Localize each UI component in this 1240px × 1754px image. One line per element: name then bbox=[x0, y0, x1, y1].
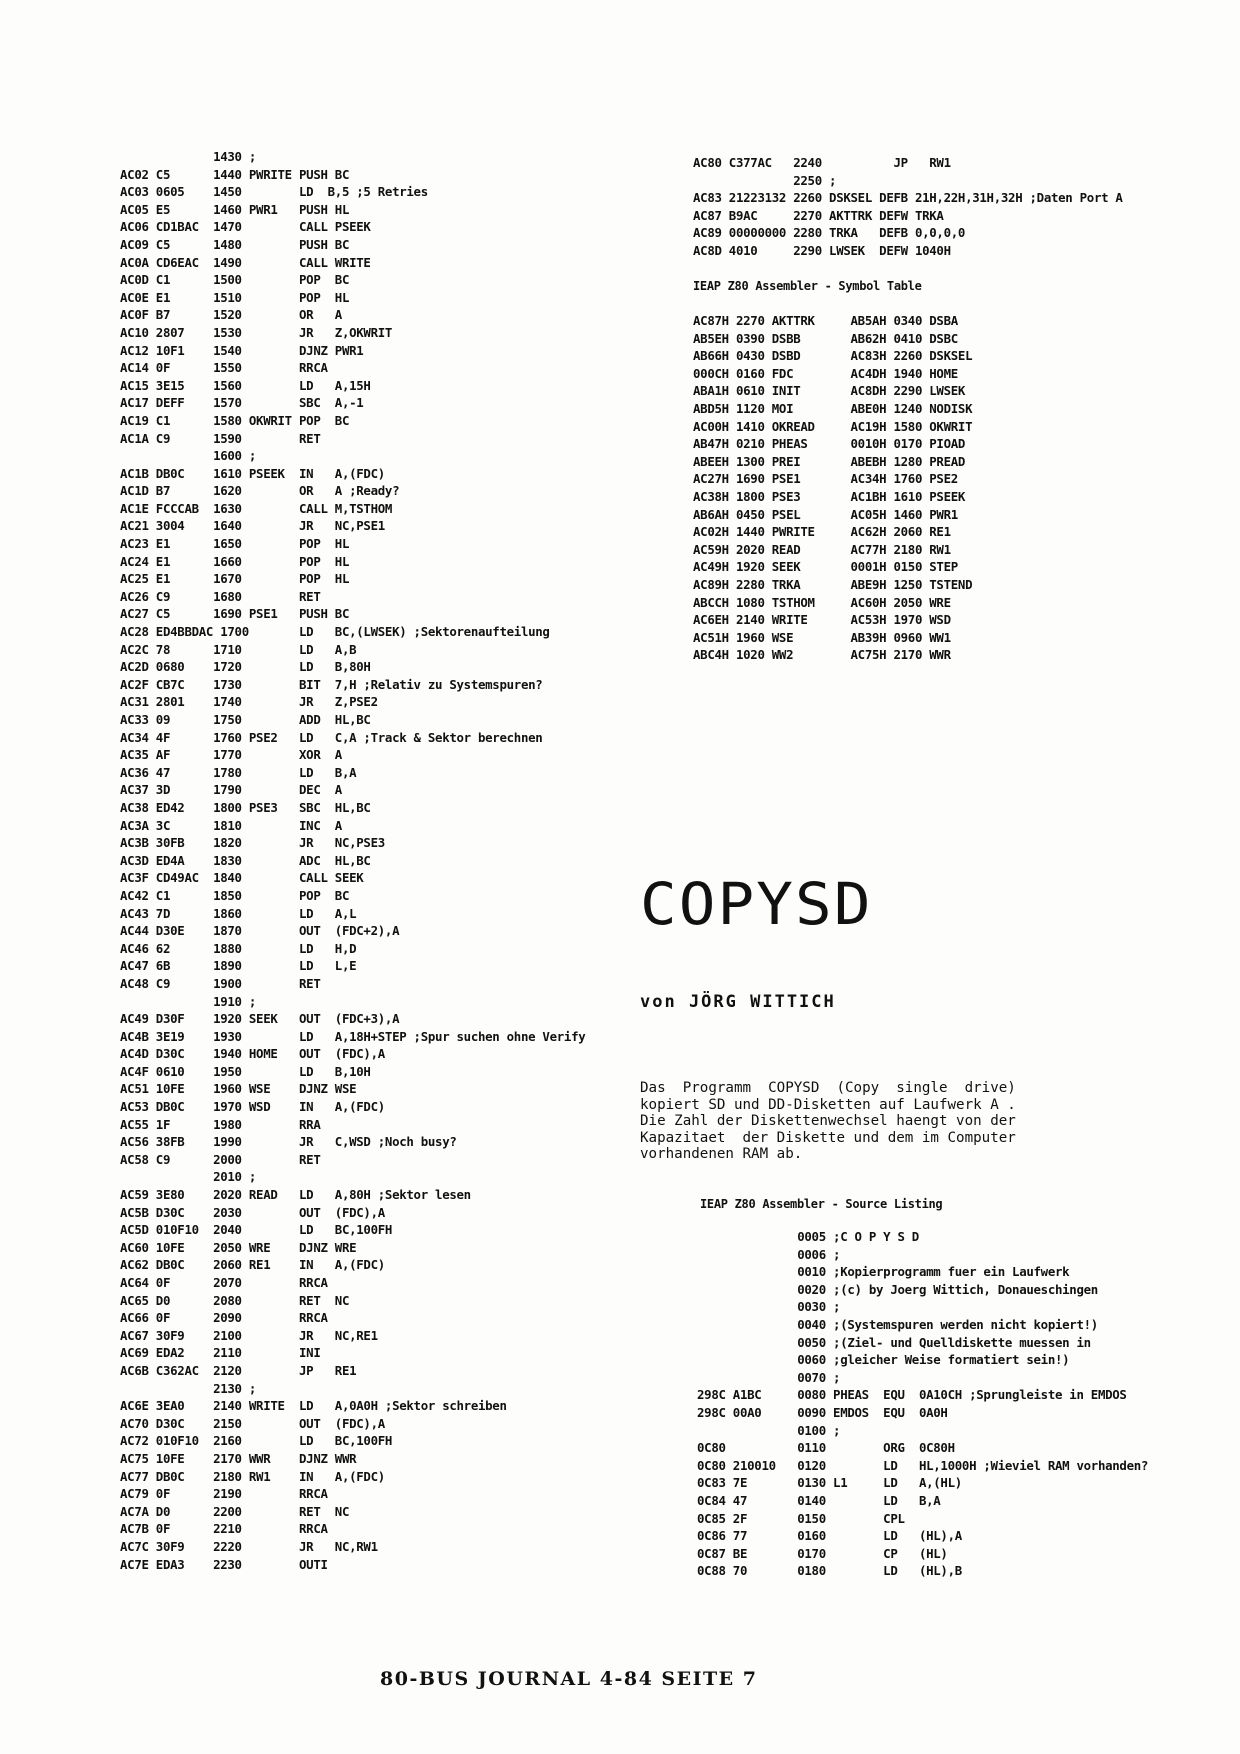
code-line: 1600 ; bbox=[120, 448, 257, 464]
code-line: AC80 C377AC 2240 JP RW1 bbox=[693, 155, 951, 170]
code-line: AC31 2801 1740 JR Z,PSE2 bbox=[120, 694, 378, 710]
source-listing-title: IEAP Z80 Assembler - Source Listing bbox=[700, 1197, 943, 1211]
code-line: AC3B 30FB 1820 JR NC,PSE3 bbox=[120, 835, 385, 851]
code-line: AC2D 0680 1720 LD B,80H bbox=[120, 659, 371, 675]
code-line: AC47 6B 1890 LD L,E bbox=[120, 958, 357, 974]
code-line: AC38H 1800 PSE3 AC1BH 1610 PSEEK bbox=[693, 488, 966, 504]
code-line: AC26 C9 1680 RET bbox=[120, 588, 321, 604]
code-line: 0C87 BE 0170 CP (HL) bbox=[697, 1545, 948, 1561]
code-line: AC06 CD1BAC 1470 CALL PSEEK bbox=[120, 219, 371, 235]
code-line: AC2C 78 1710 LD A,B bbox=[120, 641, 357, 657]
code-line: AC3F CD49AC 1840 CALL SEEK bbox=[120, 870, 364, 886]
intro-line: Die Zahl der Diskettenwechsel haengt von der bbox=[640, 1113, 1016, 1129]
code-line: AC0E E1 1510 POP HL bbox=[120, 289, 350, 305]
code-line: AC12 10F1 1540 DJNZ PWR1 bbox=[120, 342, 364, 358]
code-line: AC83 21223132 2260 DSKSEL DEFB 21H,22H,31H,32H ;Daten Port A bbox=[693, 190, 1123, 206]
code-line: 2130 ; bbox=[120, 1380, 257, 1396]
code-line: AB5EH 0390 DSBB AB62H 0410 DSBC bbox=[693, 330, 958, 346]
code-line: AC5D 010F10 2040 LD BC,100FH bbox=[120, 1222, 393, 1238]
code-line: AC43 7D 1860 LD A,L bbox=[120, 905, 357, 921]
code-line: AC27 C5 1690 PSE1 PUSH BC bbox=[120, 606, 350, 622]
code-line: AC19 C1 1580 OKWRIT POP BC bbox=[120, 412, 350, 428]
code-line: 0030 ; bbox=[697, 1299, 841, 1315]
code-line: AC4D D30C 1940 HOME OUT (FDC),A bbox=[120, 1046, 385, 1062]
code-line: AC05 E5 1460 PWR1 PUSH HL bbox=[120, 201, 350, 217]
code-line: AC2F CB7C 1730 BIT 7,H ;Relativ zu Systemspuren? bbox=[120, 676, 543, 692]
code-line: 0006 ; bbox=[697, 1246, 841, 1262]
code-line: AC00H 1410 OKREAD AC19H 1580 OKWRIT bbox=[693, 418, 973, 434]
code-line: AC3D ED4A 1830 ADC HL,BC bbox=[120, 852, 371, 868]
code-line: AC4F 0610 1950 LD B,10H bbox=[120, 1063, 371, 1079]
code-line: AC77 DB0C 2180 RW1 IN A,(FDC) bbox=[120, 1468, 385, 1484]
intro-line: Das Programm COPYSD (Copy single drive) bbox=[640, 1080, 1016, 1096]
code-line: ABA1H 0610 INIT AC8DH 2290 LWSEK bbox=[693, 383, 966, 399]
code-line: 0C80 210010 0120 LD HL,1000H ;Wieviel RAM vorhanden? bbox=[697, 1457, 1149, 1473]
article-intro bbox=[640, 1080, 1110, 1163]
page-footer: 80-BUS JOURNAL 4-84 SEITE 7 bbox=[380, 1668, 758, 1690]
symbol-table-title: IEAP Z80 Assembler - Symbol Table bbox=[693, 279, 922, 293]
code-line: AC89H 2280 TRKA ABE9H 1250 TSTEND bbox=[693, 576, 973, 592]
code-line: AC27H 1690 PSE1 AC34H 1760 PSE2 bbox=[693, 471, 958, 487]
code-line: 0C84 47 0140 LD B,A bbox=[697, 1492, 941, 1508]
code-line: AC49 D30F 1920 SEEK OUT (FDC+3),A bbox=[120, 1011, 400, 1027]
right-code-listing bbox=[693, 154, 1123, 260]
code-line: AC89 00000000 2280 TRKA DEFB 0,0,0,0 bbox=[693, 225, 966, 241]
code-line: AC10 2807 1530 JR Z,OKWRIT bbox=[120, 324, 393, 340]
code-line: 1430 ; bbox=[120, 149, 257, 164]
source-code-listing bbox=[697, 1228, 1148, 1580]
code-line: AC21 3004 1640 JR NC,PSE1 bbox=[120, 518, 385, 534]
code-line: AC1B DB0C 1610 PSEEK IN A,(FDC) bbox=[120, 465, 385, 481]
code-line: 0C88 70 0180 LD (HL),B bbox=[697, 1563, 962, 1579]
code-line: ABEEH 1300 PREI ABEBH 1280 PREAD bbox=[693, 453, 966, 469]
code-line: AC24 E1 1660 POP HL bbox=[120, 553, 350, 569]
code-line: AC23 E1 1650 POP HL bbox=[120, 536, 350, 552]
code-line: 0050 ;(Ziel- und Quelldiskette muessen in bbox=[697, 1334, 1091, 1350]
intro-line: kopiert SD und DD-Disketten auf Laufwerk A . bbox=[640, 1096, 1016, 1113]
code-line: AC46 62 1880 LD H,D bbox=[120, 940, 357, 956]
code-line: AC44 D30E 1870 OUT (FDC+2),A bbox=[120, 923, 400, 939]
code-line: AC03 0605 1450 LD B,5 ;5 Retries bbox=[120, 184, 428, 200]
code-line: AB47H 0210 PHEAS 0010H 0170 PIOAD bbox=[693, 436, 966, 452]
code-line: AC36 47 1780 LD B,A bbox=[120, 764, 357, 780]
code-line: 298C A1BC 0080 PHEAS EQU 0A10CH ;Sprungleiste in EMDOS bbox=[697, 1387, 1127, 1403]
code-line: 0C85 2F 0150 CPL bbox=[697, 1510, 905, 1526]
code-line: AC4B 3E19 1930 LD A,18H+STEP ;Spur suchen ohne Verify bbox=[120, 1028, 586, 1044]
code-line: AC51 10FE 1960 WSE DJNZ WSE bbox=[120, 1081, 357, 1097]
code-line: AC75 10FE 2170 WWR DJNZ WWR bbox=[120, 1450, 357, 1466]
code-line: AC53 DB0C 1970 WSD IN A,(FDC) bbox=[120, 1099, 385, 1115]
code-line: AC02H 1440 PWRITE AC62H 2060 RE1 bbox=[693, 524, 951, 540]
code-line: AC62 DB0C 2060 RE1 IN A,(FDC) bbox=[120, 1257, 385, 1273]
code-line: AC51H 1960 WSE AB39H 0960 WW1 bbox=[693, 629, 951, 645]
code-line: AC79 0F 2190 RRCA bbox=[120, 1486, 328, 1502]
code-line: AC56 38FB 1990 JR C,WSD ;Noch busy? bbox=[120, 1134, 457, 1150]
left-code-listing bbox=[120, 148, 585, 1573]
code-line: AC7C 30F9 2220 JR NC,RW1 bbox=[120, 1538, 378, 1554]
code-line: AC49H 1920 SEEK 0001H 0150 STEP bbox=[693, 559, 958, 575]
code-line: AC7E EDA3 2230 OUTI bbox=[120, 1556, 328, 1572]
code-line: AC48 C9 1900 RET bbox=[120, 975, 321, 991]
code-line: AC58 C9 2000 RET bbox=[120, 1151, 321, 1167]
symbol-table bbox=[693, 312, 972, 664]
code-line: AC42 C1 1850 POP BC bbox=[120, 887, 350, 903]
code-line: AC0F B7 1520 OR A bbox=[120, 307, 342, 323]
code-line: 0060 ;gleicher Weise formatiert sein!) bbox=[697, 1352, 1070, 1368]
intro-line: Kapazitaet der Diskette und dem im Computer bbox=[640, 1129, 1016, 1146]
code-line: AC1E FCCCAB 1630 CALL M,TSTHOM bbox=[120, 500, 393, 516]
code-line: AC35 AF 1770 XOR A bbox=[120, 747, 342, 763]
code-line: AB66H 0430 DSBD AC83H 2260 DSKSEL bbox=[693, 348, 973, 364]
code-line: AC7A D0 2200 RET NC bbox=[120, 1503, 350, 1519]
code-line: AC60 10FE 2050 WRE DJNZ WRE bbox=[120, 1239, 357, 1255]
code-line: AC59 3E80 2020 READ LD A,80H ;Sektor lesen bbox=[120, 1187, 471, 1203]
article-author: von JÖRG WITTICH bbox=[640, 992, 836, 1012]
code-line: AC65 D0 2080 RET NC bbox=[120, 1292, 350, 1308]
code-line: AC02 C5 1440 PWRITE PUSH BC bbox=[120, 166, 350, 182]
code-line: AC28 ED4BBDAC 1700 LD BC,(LWSEK) ;Sektorenaufteilung bbox=[120, 624, 550, 640]
code-line: AC8D 4010 2290 LWSEK DEFW 1040H bbox=[693, 242, 951, 258]
code-line: 0005 ;C O P Y S D bbox=[697, 1229, 919, 1244]
code-line: 0C83 7E 0130 L1 LD A,(HL) bbox=[697, 1475, 962, 1491]
code-line: 0100 ; bbox=[697, 1422, 841, 1438]
code-line: AC5B D30C 2030 OUT (FDC),A bbox=[120, 1204, 385, 1220]
code-line: AC0D C1 1500 POP BC bbox=[120, 272, 350, 288]
code-line: ABC4H 1020 WW2 AC75H 2170 WWR bbox=[693, 647, 951, 663]
code-line: 1910 ; bbox=[120, 993, 257, 1009]
code-line: AC66 0F 2090 RRCA bbox=[120, 1310, 328, 1326]
code-line: AC6B C362AC 2120 JP RE1 bbox=[120, 1362, 357, 1378]
code-line: 0C86 77 0160 LD (HL),A bbox=[697, 1528, 962, 1544]
code-line: 0010 ;Kopierprogramm fuer ein Laufwerk bbox=[697, 1264, 1070, 1280]
code-line: AC17 DEFF 1570 SBC A,-1 bbox=[120, 395, 364, 411]
code-line: AC64 0F 2070 RRCA bbox=[120, 1275, 328, 1290]
code-line: 0040 ;(Systemspuren werden nicht kopiert!) bbox=[697, 1316, 1098, 1332]
code-line: 0020 ;(c) by Joerg Wittich, Donaueschingen bbox=[697, 1281, 1098, 1297]
code-line: AC34 4F 1760 PSE2 LD C,A ;Track & Sektor berechnen bbox=[120, 729, 543, 745]
code-line: ABCCH 1080 TSTHOM AC60H 2050 WRE bbox=[693, 594, 951, 610]
code-line: AC72 010F10 2160 LD BC,100FH bbox=[120, 1433, 393, 1449]
code-line: 0070 ; bbox=[697, 1369, 841, 1385]
code-line: AC70 D30C 2150 OUT (FDC),A bbox=[120, 1415, 385, 1431]
code-line: AC87 B9AC 2270 AKTTRK DEFW TRKA bbox=[693, 207, 944, 223]
code-line: 2010 ; bbox=[120, 1169, 257, 1185]
code-line: AC37 3D 1790 DEC A bbox=[120, 782, 342, 798]
code-line: AC0A CD6EAC 1490 CALL WRITE bbox=[120, 254, 371, 270]
code-line: ABD5H 1120 MOI ABE0H 1240 NODISK bbox=[693, 400, 973, 416]
code-line: AC14 0F 1550 RRCA bbox=[120, 360, 328, 376]
intro-line: vorhandenen RAM ab. bbox=[640, 1146, 803, 1162]
code-line: 2250 ; bbox=[693, 172, 837, 188]
code-line: AC67 30F9 2100 JR NC,RE1 bbox=[120, 1327, 378, 1343]
code-line: 298C 00A0 0090 EMDOS EQU 0A0H bbox=[697, 1404, 948, 1420]
code-line: AB6AH 0450 PSEL AC05H 1460 PWR1 bbox=[693, 506, 958, 522]
code-line: AC25 E1 1670 POP HL bbox=[120, 571, 350, 587]
article-title: COPYSD bbox=[640, 870, 873, 938]
code-line: AC69 EDA2 2110 INI bbox=[120, 1345, 321, 1361]
code-line: AC33 09 1750 ADD HL,BC bbox=[120, 712, 371, 727]
code-line: AC1A C9 1590 RET bbox=[120, 430, 321, 446]
code-line: AC7B 0F 2210 RRCA bbox=[120, 1521, 328, 1537]
code-line: AC3A 3C 1810 INC A bbox=[120, 817, 342, 833]
code-line: AC38 ED42 1800 PSE3 SBC HL,BC bbox=[120, 799, 371, 815]
code-line: AC59H 2020 READ AC77H 2180 RW1 bbox=[693, 541, 951, 557]
code-line: AC15 3E15 1560 LD A,15H bbox=[120, 377, 371, 393]
code-line: AC6EH 2140 WRITE AC53H 1970 WSD bbox=[693, 612, 951, 628]
code-line: 000CH 0160 FDC AC4DH 1940 HOME bbox=[693, 365, 958, 381]
code-line: AC6E 3EA0 2140 WRITE LD A,0A0H ;Sektor schreiben bbox=[120, 1398, 507, 1414]
code-line: AC1D B7 1620 OR A ;Ready? bbox=[120, 483, 400, 499]
code-line: 0C80 0110 ORG 0C80H bbox=[697, 1440, 955, 1456]
code-line: AC87H 2270 AKTTRK AB5AH 0340 DSBA bbox=[693, 313, 958, 328]
code-line: AC09 C5 1480 PUSH BC bbox=[120, 236, 350, 252]
code-line: AC55 1F 1980 RRA bbox=[120, 1116, 321, 1132]
